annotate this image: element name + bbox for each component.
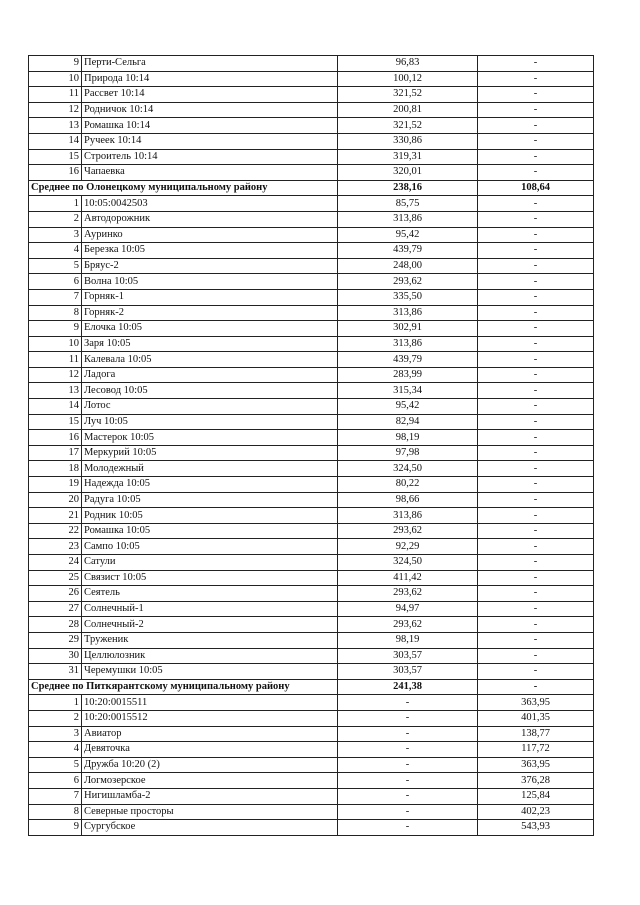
summary-value-1: 241,38 [338, 679, 478, 695]
table-row [29, 383, 594, 399]
table-row [29, 477, 594, 493]
row-number: 8 [29, 305, 82, 321]
row-value-1: 200,81 [338, 102, 478, 118]
row-name: Ауринко [82, 227, 338, 243]
table-row [29, 508, 594, 524]
row-value-2: - [478, 87, 594, 103]
row-value-1: 98,19 [338, 632, 478, 648]
row-value-2: - [478, 632, 594, 648]
row-name: 10:05:0042503 [82, 196, 338, 212]
row-name: Чапаевка [82, 165, 338, 181]
row-value-2: - [478, 399, 594, 415]
row-value-2: - [478, 102, 594, 118]
row-value-2: 402,23 [478, 804, 594, 820]
row-value-1: 94,97 [338, 601, 478, 617]
row-number: 30 [29, 648, 82, 664]
row-name: 10:20:0015512 [82, 710, 338, 726]
row-value-1: 315,34 [338, 383, 478, 399]
row-number: 6 [29, 773, 82, 789]
summary-row [29, 679, 594, 695]
summary-value-1: 238,16 [338, 180, 478, 196]
row-value-2: - [478, 56, 594, 72]
row-value-1: 313,86 [338, 508, 478, 524]
row-number: 4 [29, 742, 82, 758]
row-value-1: 313,86 [338, 211, 478, 227]
row-value-1: 85,75 [338, 196, 478, 212]
row-name: Надежда 10:05 [82, 477, 338, 493]
table-row [29, 804, 594, 820]
row-name: Сургубское [82, 820, 338, 836]
table-row [29, 305, 594, 321]
row-value-1: 92,29 [338, 539, 478, 555]
row-number: 28 [29, 617, 82, 633]
row-name: Мастерок 10:05 [82, 430, 338, 446]
row-number: 1 [29, 196, 82, 212]
table-row [29, 102, 594, 118]
row-value-1: 96,83 [338, 56, 478, 72]
row-value-1: 100,12 [338, 71, 478, 87]
table-row [29, 695, 594, 711]
row-name: Сампо 10:05 [82, 539, 338, 555]
table-row [29, 321, 594, 337]
table-row [29, 71, 594, 87]
row-value-1: - [338, 710, 478, 726]
row-value-1: 98,19 [338, 430, 478, 446]
row-value-2: - [478, 243, 594, 259]
row-value-2: - [478, 430, 594, 446]
row-value-2: - [478, 414, 594, 430]
row-number: 2 [29, 211, 82, 227]
row-name: Перти-Сельга [82, 56, 338, 72]
row-number: 9 [29, 820, 82, 836]
row-value-1: 302,91 [338, 321, 478, 337]
tariff-table [28, 55, 594, 836]
row-number: 4 [29, 243, 82, 259]
row-value-1: 335,50 [338, 289, 478, 305]
row-number: 21 [29, 508, 82, 524]
row-value-1: - [338, 695, 478, 711]
table-row [29, 539, 594, 555]
row-name: Ромашка 10:05 [82, 523, 338, 539]
row-number: 5 [29, 258, 82, 274]
summary-value-2: - [478, 679, 594, 695]
table-row [29, 461, 594, 477]
row-value-1: 293,62 [338, 274, 478, 290]
row-value-1: - [338, 726, 478, 742]
row-name: Дружба 10:20 (2) [82, 757, 338, 773]
row-name: Автодорожник [82, 211, 338, 227]
row-number: 20 [29, 492, 82, 508]
table-row [29, 133, 594, 149]
row-value-2: - [478, 149, 594, 165]
row-value-1: 321,52 [338, 87, 478, 103]
row-name: Логмозерское [82, 773, 338, 789]
row-value-2: - [478, 477, 594, 493]
row-value-1: 95,42 [338, 399, 478, 415]
row-value-1: 97,98 [338, 445, 478, 461]
row-number: 9 [29, 321, 82, 337]
row-value-2: - [478, 367, 594, 383]
row-value-2: - [478, 165, 594, 181]
row-value-2: - [478, 352, 594, 368]
row-value-2: - [478, 601, 594, 617]
table-row [29, 710, 594, 726]
row-value-1: 313,86 [338, 336, 478, 352]
row-name: Ладога [82, 367, 338, 383]
row-number: 23 [29, 539, 82, 555]
row-number: 7 [29, 788, 82, 804]
row-name: Волна 10:05 [82, 274, 338, 290]
row-number: 31 [29, 664, 82, 680]
row-name: Березка 10:05 [82, 243, 338, 259]
row-name: Сеятель [82, 586, 338, 602]
table-row [29, 664, 594, 680]
row-name: Горняк-2 [82, 305, 338, 321]
row-value-1: 303,57 [338, 648, 478, 664]
row-number: 11 [29, 352, 82, 368]
row-name: Сатули [82, 555, 338, 571]
table-row [29, 414, 594, 430]
table-row [29, 648, 594, 664]
table-row [29, 243, 594, 259]
row-number: 12 [29, 367, 82, 383]
row-value-2: - [478, 570, 594, 586]
row-number: 7 [29, 289, 82, 305]
row-value-1: 293,62 [338, 586, 478, 602]
row-name: Черемушки 10:05 [82, 664, 338, 680]
row-name: Молодежный [82, 461, 338, 477]
row-value-1: 324,50 [338, 555, 478, 571]
row-number: 5 [29, 757, 82, 773]
row-number: 14 [29, 399, 82, 415]
row-name: Горняк-1 [82, 289, 338, 305]
row-value-2: - [478, 305, 594, 321]
row-number: 13 [29, 118, 82, 134]
table-row [29, 742, 594, 758]
row-value-2: 138,77 [478, 726, 594, 742]
table-row [29, 336, 594, 352]
row-value-1: 303,57 [338, 664, 478, 680]
row-value-1: 248,00 [338, 258, 478, 274]
row-number: 12 [29, 102, 82, 118]
row-name: Луч 10:05 [82, 414, 338, 430]
row-number: 29 [29, 632, 82, 648]
row-value-2: - [478, 492, 594, 508]
row-value-2: - [478, 586, 594, 602]
table-row [29, 352, 594, 368]
row-number: 18 [29, 461, 82, 477]
table-row [29, 601, 594, 617]
row-name: Строитель 10:14 [82, 149, 338, 165]
row-name: Солнечный-2 [82, 617, 338, 633]
row-value-1: 330,86 [338, 133, 478, 149]
row-name: Лотос [82, 399, 338, 415]
row-value-2: - [478, 523, 594, 539]
row-value-2: - [478, 274, 594, 290]
row-name: Целлюлозник [82, 648, 338, 664]
row-value-1: - [338, 757, 478, 773]
summary-label: Среднее по Питкярантскому муниципальному району [29, 679, 338, 695]
row-value-1: 411,42 [338, 570, 478, 586]
table-row [29, 87, 594, 103]
table-row [29, 289, 594, 305]
row-name: Ромашка 10:14 [82, 118, 338, 134]
row-value-2: 376,28 [478, 773, 594, 789]
row-value-2: 125,84 [478, 788, 594, 804]
table-row [29, 149, 594, 165]
row-number: 11 [29, 87, 82, 103]
row-name: Заря 10:05 [82, 336, 338, 352]
row-number: 3 [29, 726, 82, 742]
row-value-2: - [478, 336, 594, 352]
row-number: 10 [29, 71, 82, 87]
row-value-1: 293,62 [338, 523, 478, 539]
table-row [29, 118, 594, 134]
table-row [29, 211, 594, 227]
row-number: 15 [29, 149, 82, 165]
row-value-1: 98,66 [338, 492, 478, 508]
table-row [29, 274, 594, 290]
row-number: 2 [29, 710, 82, 726]
row-value-2: - [478, 461, 594, 477]
row-number: 1 [29, 695, 82, 711]
row-number: 10 [29, 336, 82, 352]
row-name: Природа 10:14 [82, 71, 338, 87]
row-value-2: - [478, 289, 594, 305]
row-number: 3 [29, 227, 82, 243]
summary-label: Среднее по Олонецкому муниципальному району [29, 180, 338, 196]
row-value-1: 283,99 [338, 367, 478, 383]
row-number: 9 [29, 56, 82, 72]
row-name: Калевала 10:05 [82, 352, 338, 368]
row-number: 25 [29, 570, 82, 586]
row-value-2: - [478, 617, 594, 633]
row-name: Елочка 10:05 [82, 321, 338, 337]
table-row [29, 788, 594, 804]
row-value-2: - [478, 258, 594, 274]
table-row [29, 632, 594, 648]
row-value-2: - [478, 508, 594, 524]
row-value-1: - [338, 804, 478, 820]
row-value-2: - [478, 321, 594, 337]
row-value-2: - [478, 227, 594, 243]
row-value-2: - [478, 196, 594, 212]
table-row [29, 492, 594, 508]
row-value-2: - [478, 118, 594, 134]
table-row [29, 586, 594, 602]
row-number: 15 [29, 414, 82, 430]
row-number: 16 [29, 165, 82, 181]
row-value-2: - [478, 539, 594, 555]
table-row [29, 617, 594, 633]
table-row [29, 570, 594, 586]
row-value-2: - [478, 648, 594, 664]
row-name: Родничок 10:14 [82, 102, 338, 118]
table-row [29, 165, 594, 181]
row-number: 6 [29, 274, 82, 290]
row-value-2: 117,72 [478, 742, 594, 758]
row-number: 13 [29, 383, 82, 399]
row-value-2: - [478, 664, 594, 680]
row-value-2: - [478, 383, 594, 399]
row-name: Лесовод 10:05 [82, 383, 338, 399]
row-value-1: - [338, 773, 478, 789]
row-value-2: 363,95 [478, 695, 594, 711]
table-row [29, 258, 594, 274]
row-name: Связист 10:05 [82, 570, 338, 586]
row-name: Авиатор [82, 726, 338, 742]
row-value-1: - [338, 820, 478, 836]
row-number: 8 [29, 804, 82, 820]
table-row [29, 196, 594, 212]
row-value-1: 95,42 [338, 227, 478, 243]
table-row [29, 399, 594, 415]
table-body [29, 56, 594, 836]
row-value-2: 363,95 [478, 757, 594, 773]
row-value-2: 543,93 [478, 820, 594, 836]
row-value-1: 80,22 [338, 477, 478, 493]
table-row [29, 820, 594, 836]
row-name: Ручеек 10:14 [82, 133, 338, 149]
table-row [29, 555, 594, 571]
row-value-1: 321,52 [338, 118, 478, 134]
row-name: Солнечный-1 [82, 601, 338, 617]
row-name: Бряус-2 [82, 258, 338, 274]
table-row [29, 445, 594, 461]
row-name: Северные просторы [82, 804, 338, 820]
row-value-1: 82,94 [338, 414, 478, 430]
row-number: 27 [29, 601, 82, 617]
row-number: 26 [29, 586, 82, 602]
row-value-2: - [478, 133, 594, 149]
table-row [29, 227, 594, 243]
row-value-2: - [478, 555, 594, 571]
row-value-1: - [338, 788, 478, 804]
row-value-1: 324,50 [338, 461, 478, 477]
row-value-1: 439,79 [338, 243, 478, 259]
summary-value-2: 108,64 [478, 180, 594, 196]
row-name: Девяточка [82, 742, 338, 758]
row-number: 24 [29, 555, 82, 571]
summary-row [29, 180, 594, 196]
row-value-1: 320,01 [338, 165, 478, 181]
row-number: 14 [29, 133, 82, 149]
row-value-2: - [478, 71, 594, 87]
row-name: Нигишламба-2 [82, 788, 338, 804]
row-value-2: - [478, 445, 594, 461]
table-row [29, 367, 594, 383]
table-row [29, 56, 594, 72]
row-number: 17 [29, 445, 82, 461]
row-name: Рассвет 10:14 [82, 87, 338, 103]
row-value-1: 313,86 [338, 305, 478, 321]
row-value-2: - [478, 211, 594, 227]
row-name: Труженик [82, 632, 338, 648]
table-row [29, 430, 594, 446]
table-row [29, 523, 594, 539]
table-row [29, 726, 594, 742]
row-number: 22 [29, 523, 82, 539]
row-value-2: 401,35 [478, 710, 594, 726]
table-row [29, 757, 594, 773]
row-value-1: 319,31 [338, 149, 478, 165]
row-name: Радуга 10:05 [82, 492, 338, 508]
row-name: Родник 10:05 [82, 508, 338, 524]
row-value-1: - [338, 742, 478, 758]
row-name: Меркурий 10:05 [82, 445, 338, 461]
table-row [29, 773, 594, 789]
row-value-1: 439,79 [338, 352, 478, 368]
row-name: 10:20:0015511 [82, 695, 338, 711]
row-number: 16 [29, 430, 82, 446]
row-number: 19 [29, 477, 82, 493]
row-value-1: 293,62 [338, 617, 478, 633]
